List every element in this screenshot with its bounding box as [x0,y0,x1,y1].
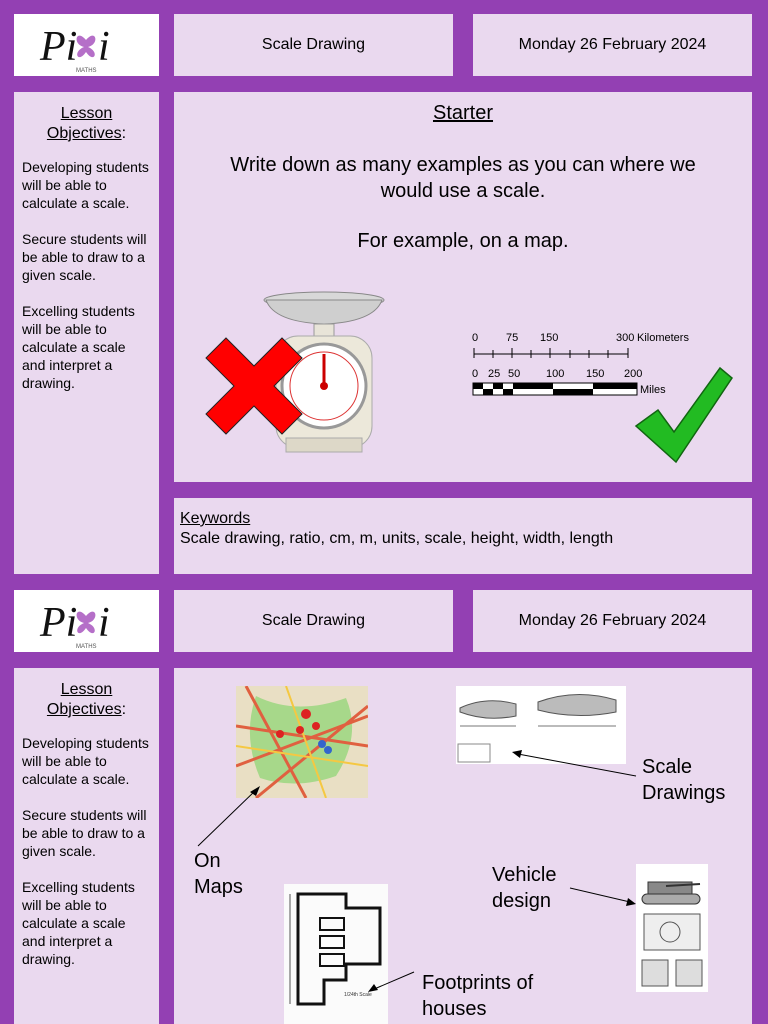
label-scale-drawings: Scale Drawings [642,756,726,804]
objectives-title: Lesson Objectives: [46,681,127,718]
slide1-title: Scale Drawing [174,14,453,76]
slide2-objectives-panel [14,668,159,1024]
slide1-objectives-panel [14,92,159,574]
butterfly-icon [77,612,96,634]
svg-text:MATHS: MATHS [76,68,97,74]
arrow-to-vehicle [568,884,638,908]
objective-excelling: Excelling students will be able to calculate a scale and interpret a drawing. [22,303,135,391]
logo-wordmark: Pi [40,24,78,70]
label-footprints-of-houses: Footprints of houses [422,972,534,1020]
starter-question: Write down as many examples as you can where we would use a scale. [230,154,696,202]
svg-text:1/24th Scale: 1/24th Scale [344,992,372,998]
objective-secure: Secure students will be able to draw to a given scale. [22,807,147,859]
check-icon [634,364,734,464]
arrow-to-map [194,784,264,850]
logo [14,14,159,76]
label-on-maps: On Maps [194,850,243,898]
slide2-title: Scale Drawing [174,590,453,652]
starter-example: For example, on a map. [357,230,569,252]
svg-text:Pi: Pi [40,600,78,646]
logo [14,590,159,652]
road-map-image [236,686,368,798]
objectives-title: Lesson Objectives: [46,105,127,142]
kitchen-scale-image [204,288,394,458]
tank-blueprint-image [636,864,708,992]
keywords-panel [174,498,752,574]
map-scale-bar: 0 75 150 300 Kilometers 0 25 50 100 150 200 Miles [472,332,689,396]
objective-secure: Secure students will be able to draw to a given scale. [22,231,147,283]
starter-panel [174,92,752,482]
slide2-date: Monday 26 February 2024 [473,590,752,652]
keywords-text: Scale drawing, ratio, cm, m, units, scale, height, width, length [180,530,614,547]
arrow-to-floor-plan [366,970,416,994]
starter-title: Starter [432,102,494,124]
arrow-to-scale-drawing [508,748,638,778]
slide1-date: Monday 26 February 2024 [473,14,752,76]
svg-text:MATHS: MATHS [76,644,97,650]
svg-text:i: i [98,24,110,70]
objective-excelling: Excelling students will be able to calculate a scale and interpret a drawing. [22,879,135,967]
label-vehicle-design: Vehicle design [492,864,557,912]
objective-developing: Developing students will be able to calculate a scale. [22,735,149,787]
objective-developing: Developing students will be able to calculate a scale. [22,159,149,211]
floor-plan-image [284,884,388,1024]
butterfly-icon [77,36,96,58]
svg-text:i: i [98,600,110,646]
keywords-title: Keywords [180,510,251,527]
examples-panel [174,668,752,1024]
